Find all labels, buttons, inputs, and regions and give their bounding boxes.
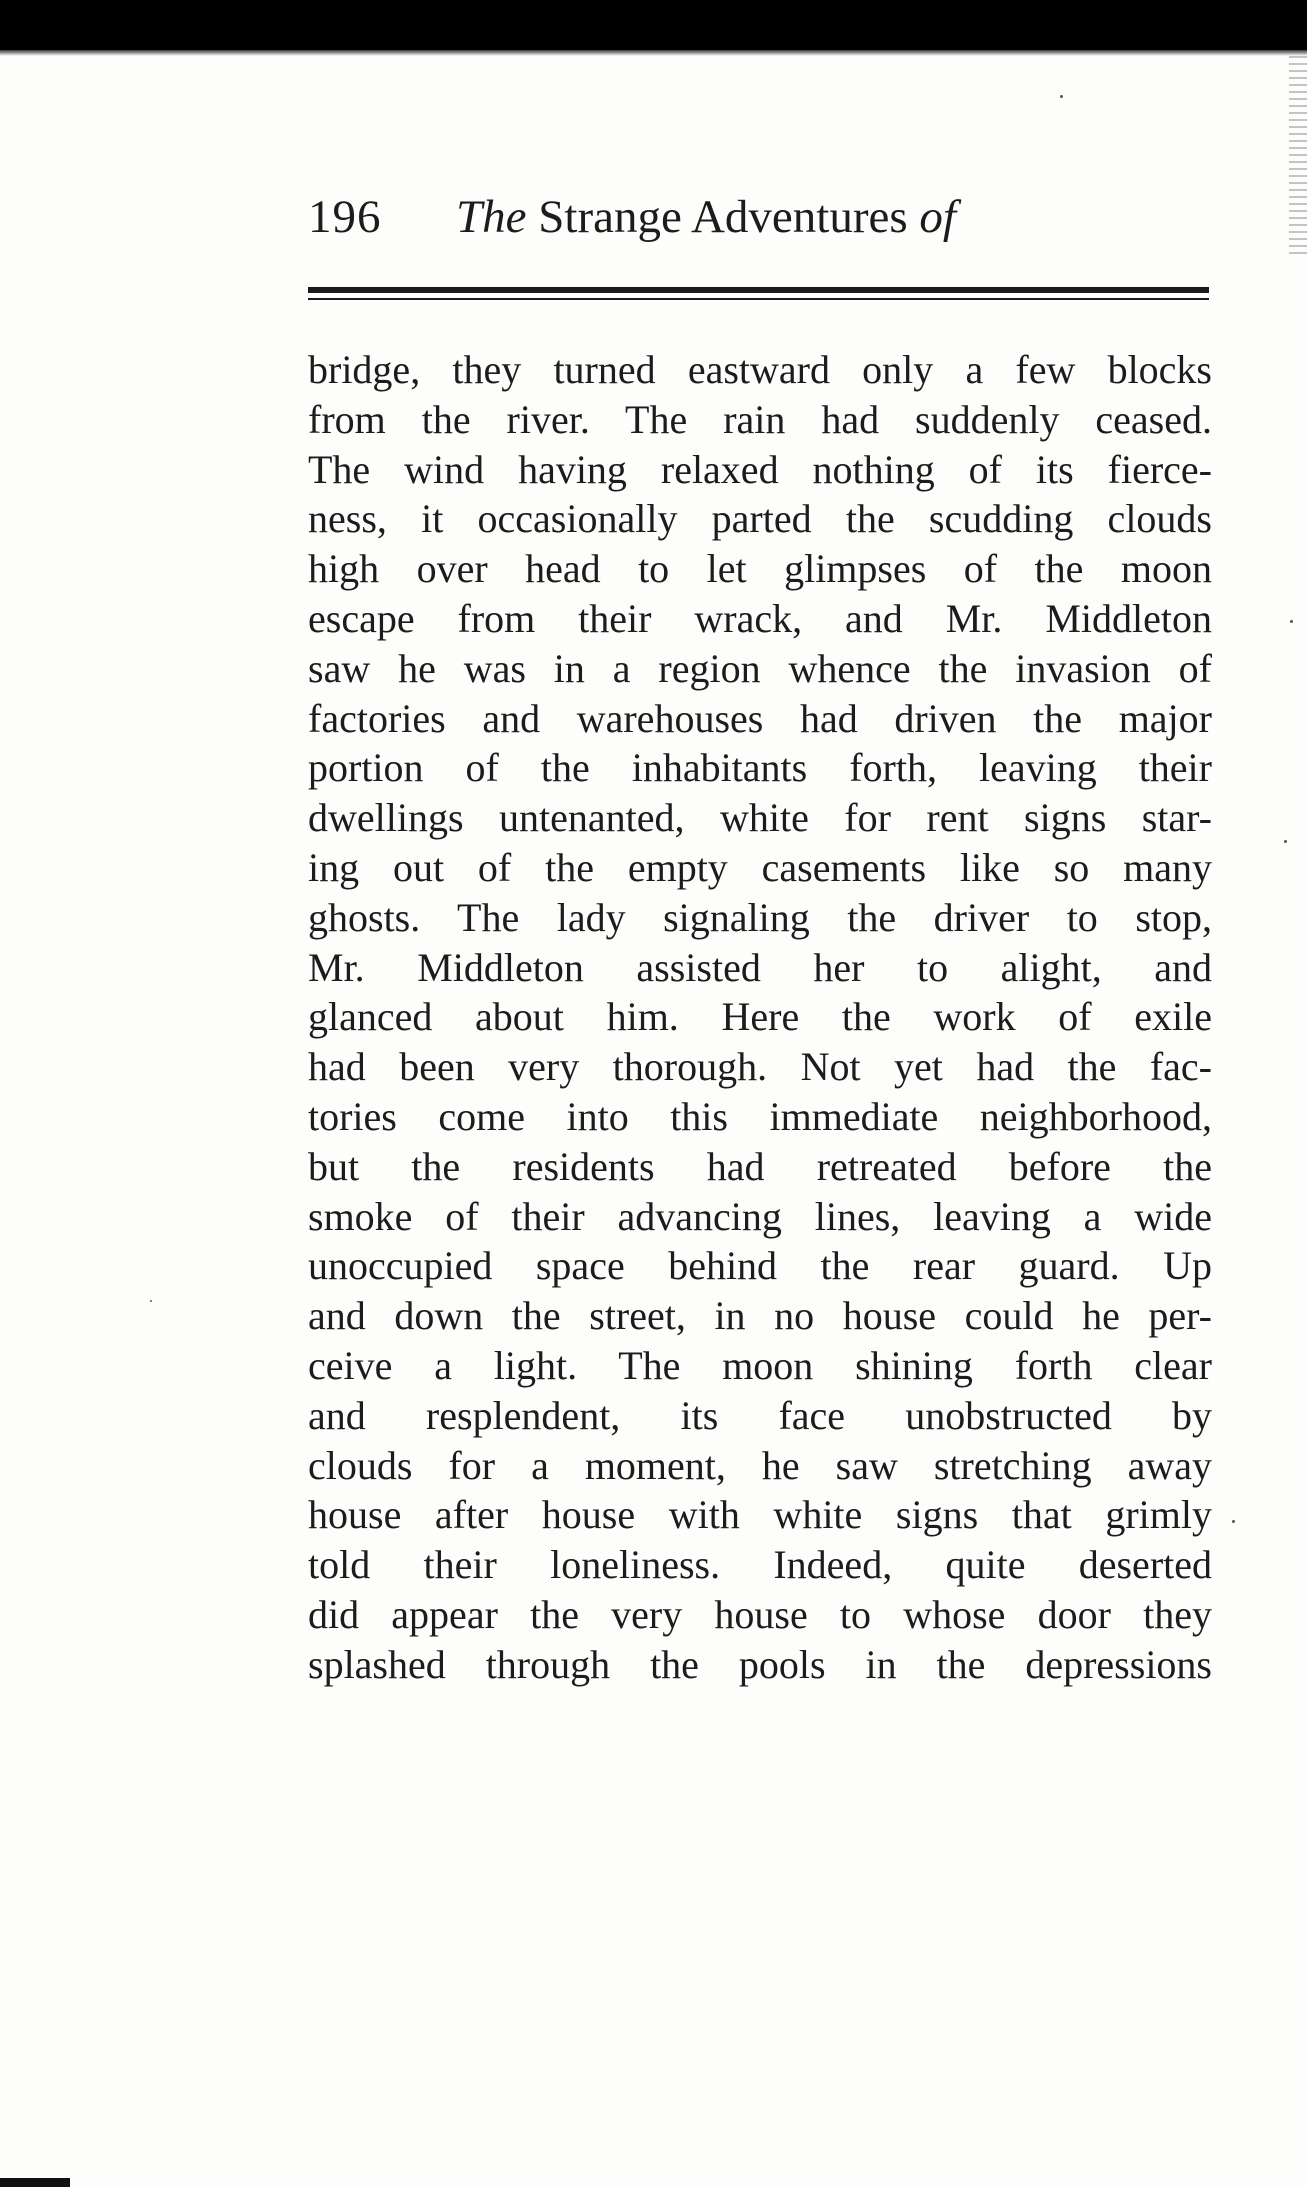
text-line: escape from their wrack, and Mr. Middleton: [308, 595, 1212, 641]
text-line: ceive a light. The moon shining forth clear: [308, 1342, 1212, 1388]
text-line: bridge, they turned eastward only a few blocks: [308, 347, 1212, 392]
body-text: [308, 345, 1212, 1690]
scan-top-border: [0, 0, 1307, 50]
text-line: unoccupied space behind the rear guard. Up: [308, 1243, 1212, 1289]
scan-speck: [1290, 620, 1293, 623]
text-line: high over head to let glimpses of the moon: [308, 546, 1212, 592]
text-line: ness, it occasionally parted the scudding clouds: [308, 496, 1212, 542]
scan-top-shadow: [0, 50, 1307, 56]
page-number: 196: [308, 191, 382, 243]
running-header: [308, 190, 1208, 260]
text-line: from the river. The rain had suddenly ceased.: [308, 396, 1212, 442]
scan-speck: [1060, 95, 1063, 98]
text-line: ing out of the empty casements like so many: [308, 844, 1212, 890]
text-line: saw he was in a region whence the invasion of: [308, 645, 1212, 691]
text-line: house after house with white signs that grimly: [308, 1492, 1212, 1538]
header-rule-thin: [308, 298, 1209, 300]
title-of: of: [919, 191, 956, 243]
text-line: smoke of their advancing lines, leaving a wide: [308, 1193, 1212, 1239]
title-main: Strange Adventures: [538, 191, 908, 243]
running-title: [456, 190, 956, 244]
text-line: did appear the very house to whose door they: [308, 1591, 1212, 1637]
text-line: and down the street, in no house could he per-: [308, 1293, 1212, 1339]
header-rule-thick: [308, 287, 1209, 293]
title-the: The: [456, 191, 527, 243]
text-line: tories come into this immediate neighborhood,: [308, 1093, 1212, 1139]
text-line: The wind having relaxed nothing of its fierce-: [308, 446, 1212, 492]
text-line: glanced about him. Here the work of exile: [308, 994, 1212, 1040]
scan-speck: [1232, 1520, 1235, 1523]
text-line: clouds for a moment, he saw stretching away: [308, 1442, 1212, 1488]
scan-speck: [1284, 840, 1287, 843]
text-line: had been very thorough. Not yet had the fac-: [308, 1044, 1212, 1090]
text-line: ghosts. The lady signaling the driver to stop,: [308, 894, 1212, 940]
text-line: and resplendent, its face unobstructed by: [308, 1392, 1212, 1438]
text-line: portion of the inhabitants forth, leaving their: [308, 745, 1212, 791]
scan-speck: [150, 1300, 152, 1302]
text-line: told their loneliness. Indeed, quite deserted: [308, 1542, 1212, 1588]
scan-right-edge: [1289, 56, 1307, 256]
text-line: factories and warehouses had driven the major: [308, 695, 1212, 741]
text-line: but the residents had retreated before the: [308, 1143, 1212, 1189]
scan-bottom-edge: [0, 2178, 1307, 2187]
text-line: Mr. Middleton assisted her to alight, and: [308, 944, 1212, 990]
text-line: dwellings untenanted, white for rent signs star-: [308, 795, 1212, 841]
text-line: splashed through the pools in the depressions: [308, 1641, 1212, 1687]
